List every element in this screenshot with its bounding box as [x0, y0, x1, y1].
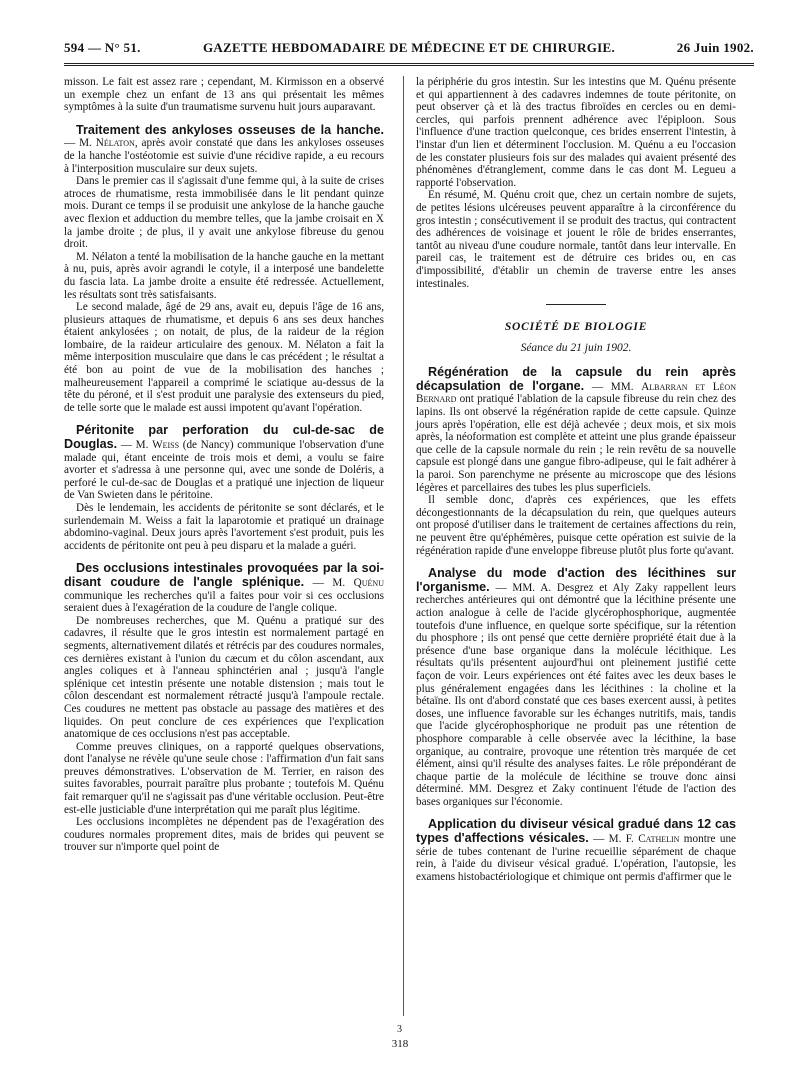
paragraph-text: communique les recherches qu'il a faites pour voir si ces occlusions seraient dues à l'exagération de la coudure de l'angle colique. — [64, 589, 384, 615]
authors: Albarran et Léon Bernard — [416, 380, 736, 406]
article-lecithines — [416, 567, 736, 808]
running-header — [64, 40, 754, 62]
paragraph-text: , après avoir constaté que dans les ankyloses osseuses de la hanche l'ostéotomie est suivie d'une récidive rapide, a eu recours à l'interposition musculaire sur deux sujets. — [64, 137, 384, 175]
section-date: Séance du 21 juin 1902. — [520, 341, 632, 354]
author: F. Cathelin — [625, 833, 680, 846]
left-column — [64, 76, 384, 854]
page-number: 594 — N° 51. — [64, 40, 141, 55]
dash: — MM. — [489, 581, 541, 594]
journal-title: GAZETTE HEBDOMADAIRE DE MÉDECINE ET DE CHIRURGIE. — [202, 40, 616, 55]
author: Quénu — [353, 576, 384, 589]
section-rule — [546, 304, 606, 305]
paragraph: Dès le lendemain, les accidents de péritonite se sont déclarés, et le surlendemain M. Weiss a fait la laparotomie et pratiqué un drainage abdomino-vaginal. Deux jours après l'avortement s'est produit, puis les accidents de péritonite ont peu à peu disparu et la malade a guéri. — [64, 502, 384, 552]
paragraph-text: ont pratiqué l'ablation de la capsule fibreuse du rein chez des lapins. Ils ont observé la régénération rapide de cette capsule. Quinze jours après l'opération, elle est déjà achevée ; deux mois, et six mois après, la néoformation est complète et atteint une plus grande épaisseur que celle de la capsule normale du rein ; le rein revêtu de sa nouvelle capsule est plongé dans une gangue fibro-adipeuse, qui le fait adhérer à la paroi. Son parenchyme ne présente au microscope que des lésions légères et parcellaires des tubes les plus superficiels. — [416, 393, 736, 494]
right-column — [416, 76, 736, 883]
issue-date: 26 Juin 1902. — [676, 40, 754, 55]
dash: — MM. — [584, 380, 642, 393]
paragraph-text: (de Nancy) communique l'observation d'une malade qui, étant enceinte de trois mois et demi, a voulu se faire avorter et s'adressa à une personne qui, avec une sonde de Doléris, a perforé le cul-de-sac de Douglas et a pratiqué une injection de liqueur de Van Swieten dans le péritoine. — [64, 439, 385, 502]
dash: — M. — [588, 833, 626, 846]
article-diviseur-lead — [416, 818, 736, 883]
paragraph: Comme preuves cliniques, on a rapporté quelques observations, dont l'analyse ne révèle qu'une seule chose : l'affirmation d'un fait sans preuves démonstratives. L'observation de M. Terrier, en raison des suites favorables, pourrait paraître plus probante ; toutefois M. Quénu fait remarquer qu'il ne s'agissait pas d'une véritable occlusion. Peut-être est-elle justiciable d'une interprétation qui me paraît plus légitime. — [64, 740, 384, 816]
author: Weiss — [152, 439, 180, 452]
paragraph: Les occlusions incomplètes ne dépendent pas de l'exagération des coudures normales proprement dites, mais de brides qui peuvent se trouver sur n'importe quel point de — [64, 816, 384, 854]
article-occlusions — [64, 562, 384, 854]
column-marker: 3 — [397, 1024, 402, 1035]
article-regeneration-lead — [416, 366, 736, 494]
paragraph: Il semble donc, d'après ces expériences, que les effets décongestionnants de la décapsulation du rein, que quelques auteurs ont proposé d'utiliser dans le traitement de certaines affections du rein, ne peuvent être qu'éphémères, puisque cette opération est suivie de la régénération rapide d'une enveloppe fibreuse plutôt plus forte qu'avant. — [416, 494, 736, 557]
article-regeneration — [416, 366, 736, 557]
paragraph: Dans le premier cas il s'agissait d'une femme qui, à la suite de crises atroces de rhumatisme, resta immobilisée dans le lit pendant quinze mois. Durant ce temps il se produisit une ankylose de la hanche gauche avec flexion et adduction du membre telles, que la jambe croisait en X la jambe droite ; de plus, il y avait une ankylose fibreuse du genou droit. — [64, 175, 384, 251]
author: Nélaton — [95, 137, 135, 150]
dash: — M. — [304, 576, 354, 589]
paragraph: M. Nélaton a tenté la mobilisation de la hanche gauche en la mettant à nu, puis, après avoir agrandi le cotyle, il a interposé une bandelette du fascia lata. La jambe droite a ensuite été redressée. Actuellement, les résultats sont très satisfaisants. — [64, 250, 384, 301]
dash: — M. — [117, 439, 153, 452]
dash: — M. — [64, 137, 96, 150]
article-title: Traitement des ankyloses osseuses de la hanche. — [76, 122, 384, 137]
article-title: Application du diviseur vésical gradué dans 12 cas types d'affections vésicales. — [416, 817, 736, 846]
article-lecithines-lead — [416, 567, 736, 808]
article-ankyloses-lead — [64, 124, 384, 175]
paragraph-text: montre une série de tubes contenant de l'urine recueillie séparément de chaque rein, à l'aide du diviseur vésical gradué. L'opération, l'autopsie, les examens histobactériologique et chimique ont permis d'affirmer que le — [416, 833, 737, 883]
paragraph: De nombreuses recherches, que M. Quénu a pratiqué sur des cadavres, il résulte que le gros intestin est normalement partagé en segments, alternativement dilatés et rétrécis par des coudures normales, ces dernières existant à l'union du cæcum et du côlon ascendant, aux angles coliques et à l'anneau sphinctérien anal ; jusqu'à l'angle splénique cet intestin présente une notable distension ; mais tout le côlon descendant est normalement rétracté jusqu'à l'ampoule rectale. Ces coudures ne mettent pas obstacle au passage des matières et des liquides. On peut conclure de ces expériences que l'explication anatomique de ces occlusions n'est pas acceptable. — [64, 614, 384, 741]
article-title: Analyse du mode d'action des lécithines sur l'organisme. — [416, 566, 736, 594]
article-peritonite — [64, 424, 384, 552]
header-rule — [64, 63, 754, 66]
article-title: Régénération de la capsule du rein après décapsulation de l'organe. — [416, 365, 736, 393]
article-occlusions-lead — [64, 562, 384, 614]
article-title: Des occlusions intestinales provoquées par la soi-disant coudure de l'angle splénique. — [64, 561, 384, 589]
paragraph: Le second malade, âgé de 29 ans, avait eu, depuis l'âge de 16 ans, plusieurs attaques de rhumatisme, et depuis 6 ans ses deux hanches étaient ankylosées ; on notait, de plus, de la raideur de la région lombaire, de la raideur articulaire des genoux. M. Nélaton a fait la même interposition musculaire que dans le cas précédent ; le résultat a été bon au point de vue de la mobilisation des hanches ; malheureusement l'appareil a comprimé le sciatique au-dessus de la tête du péroné, et il s'est produit une paralysie des extenseurs du pied, de telle sorte que le malade est aussi impotent qu'avant l'opération. — [64, 301, 384, 414]
intro-paragraph: misson. Le fait est assez rare ; cependant, M. Kirmisson en a observé un exemple chez un enfant de 13 ans qui présentait les mêmes symptômes à la suite d'un traumatisme survenu huit jours auparavant. — [64, 76, 384, 114]
article-ankyloses — [64, 124, 384, 415]
article-title: Péritonite par perforation du cul-de-sac de Douglas. — [64, 423, 384, 452]
section-title: SOCIÉTÉ DE BIOLOGIE — [504, 321, 648, 334]
article-diviseur — [416, 818, 736, 883]
continued-paragraph: la périphérie du gros intestin. Sur les intestins que M. Quénu présente et qui appartiennent à des cadavres indemnes de toute péritonite, on peut observer çà et là des tractus fibroïdes en cercles ou en demi-cercles, qui parfois prennent adhérence avec l'épiploon. Sous l'influence d'une traction quelconque, ces brides enserrent l'intestin, à l'instar d'un lien et déterminent l'occlusion. M. Quénu a eu l'occasion de les constater plusieurs fois sur des malades qui avaient présenté des phénomènes d'étranglement, comme dans le cas dont M. Legueu a rapporté l'observation. — [416, 76, 736, 189]
folio: 318 — [391, 1038, 409, 1050]
paragraph-text: rappellent leurs recherches antérieures qui ont démontré que la lécithine présente une action analogue à celle de l'acide glycérophosphorique, augmentée toutefois d'une influence, en quelque sorte spécifique, sur la rétention du phosphore ; ils ont pensé que cette dernière propriété était due à la présence d'une base organique dans la molécule lécithique. Les résultats qu'ils présentent aujourd'hui ont pleinement justifié cette façon de voir. Leurs expériences ont été faites avec les deux bases le plus généralement engagées dans les lécithines : la choline et la bétaïne. Ils ont d'abord constaté que ces bases exercent aussi, à petites doses, une influence favorable sur les échanges nutritifs, mais, tandis que l'acide glycérophosphorique ne produit pas une rétention de phosphore comparable à celle observée avec la lécithine, la base organique, au contraire, provoque une rétention très marquée de cet élément, ainsi qu'il résulte des analyses faites. Le rôle prépondérant de chaque partie de la molécule de lécithine se trouve donc ainsi déterminé. MM. Desgrez et Zaky continuent l'étude de l'action des bases organiques sur l'économie. — [416, 581, 737, 808]
column-divider — [403, 76, 404, 1016]
article-peritonite-lead — [64, 424, 384, 502]
paragraph: En résumé, M. Quénu croit que, chez un certain nombre de sujets, de petites lésions ulcéreuses peuvent apparaître à la circonférence du gros intestin ; consécutivement il se produit des tractus, qui contractent des adhérences de voisinage et jouent le rôle de brides enserrantes, tantôt au niveau d'une coudure normale, tantôt dans leur intervalle. En pareil cas, le traitement est de détruire ces brides ou, en cas d'impossibilité, d'établir un chemin de traverse entre les anses intestinales. — [416, 189, 736, 290]
authors: A. Desgrez et Aly Zaky — [540, 581, 659, 594]
